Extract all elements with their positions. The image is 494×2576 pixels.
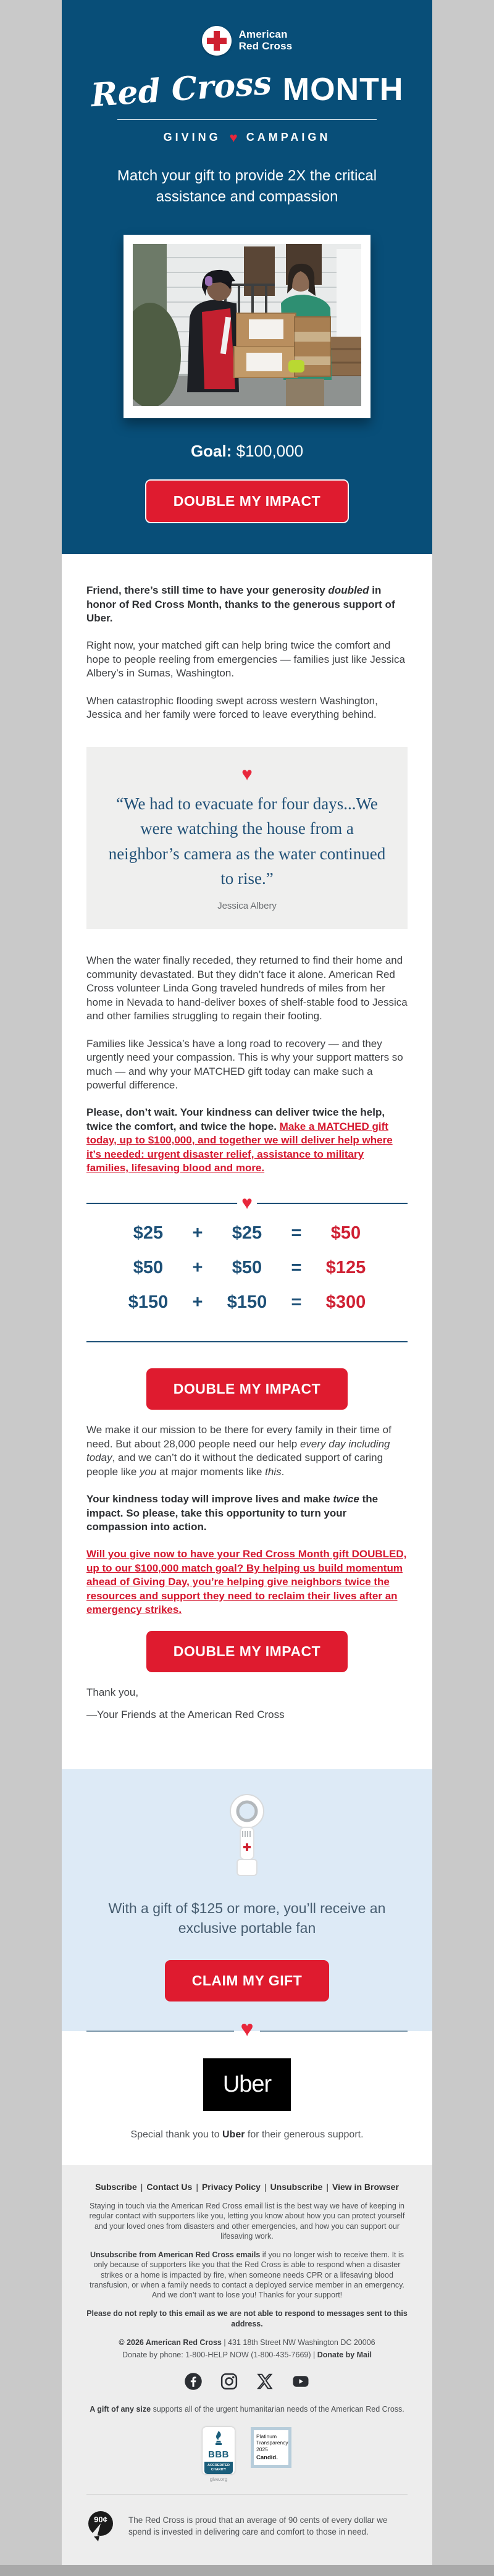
ninety-cents-text: The Red Cross is proud that an average of 90 cents of every dollar we spend is invested in delivering care and comfort to those in need. <box>128 2515 388 2537</box>
logo-wordmark <box>239 29 293 52</box>
double-my-impact-button[interactable]: DOUBLE MY IMPACT <box>146 1368 348 1410</box>
gift-offer-line1: With a gift of $125 or more, you’ll receive an <box>108 1900 386 1916</box>
no-reply-paragraph: Please do not reply to this email as we are not able to respond to messages sent to this address. <box>86 2309 408 2328</box>
header-divider <box>117 119 377 120</box>
logo-line2: Red Cross <box>238 40 293 52</box>
equals-sign: = <box>291 1292 302 1313</box>
plus-sign: + <box>192 1223 203 1243</box>
candid-line2: Transparency <box>256 2439 288 2446</box>
mission-s4: . <box>281 1465 285 1478</box>
donate-by-mail-link[interactable]: Donate by Mail <box>317 2351 372 2360</box>
header-subhead: Match your gift to provide 2X the critical assistance and compassion <box>117 167 377 206</box>
giving-campaign-line <box>62 130 432 146</box>
plus-sign: + <box>192 1257 203 1277</box>
donate-phone: Donate by phone: 1-800-HELP NOW (1-800-435-7669) | <box>122 2351 317 2360</box>
red-cross-emblem-icon <box>202 26 232 56</box>
uber-section <box>62 2015 432 2165</box>
privacy-policy-link[interactable]: Privacy Policy <box>201 2181 261 2192</box>
quote-block <box>86 747 408 930</box>
bbb-bar2: CHARITY <box>211 2468 227 2472</box>
match-amount: $25 <box>232 1223 262 1243</box>
total-amount: $300 <box>325 1292 366 1313</box>
gift-any-size-bold: A gift of any size <box>90 2405 151 2414</box>
thank-you-line: Thank you, <box>86 1686 139 1698</box>
uber-logo[interactable]: Uber <box>203 2058 291 2111</box>
kindness-b2: the impact. So please, take this opportunity to turn your compassion into action. <box>86 1493 379 1533</box>
equals-sign: = <box>291 1223 302 1243</box>
campaign-word: CAMPAIGN <box>246 131 331 143</box>
intro-paragraph <box>86 584 408 625</box>
goal-label: Goal: <box>190 442 232 461</box>
photo-volunteer-delivery <box>133 244 361 406</box>
title-month: MONTH <box>282 72 404 107</box>
unsubscribe-link[interactable]: Unsubscribe <box>270 2181 323 2192</box>
portable-fan-image <box>213 1791 281 1878</box>
heart-icon: ♥ <box>241 764 253 785</box>
signature-line: —Your Friends at the American Red Cross <box>86 1709 285 1721</box>
svg-text:90¢: 90¢ <box>94 2515 107 2525</box>
candid-brand: Candid. <box>256 2454 278 2461</box>
story-section <box>62 554 432 1769</box>
donate-line <box>86 2350 408 2360</box>
red-cross-logo <box>62 26 432 56</box>
copyright-line <box>86 2338 408 2347</box>
header-section <box>62 0 432 554</box>
gift-section <box>62 1769 432 2031</box>
instagram-icon[interactable] <box>220 2372 238 2391</box>
heart-icon: ♥ <box>229 130 238 145</box>
match-row <box>124 1256 371 1279</box>
bbb-accredited-badge <box>203 2427 235 2483</box>
intro-post: in honor of Red Cross Month, thanks to the generous support of Uber. <box>86 584 395 625</box>
candid-inner <box>254 2430 288 2465</box>
plus-sign: + <box>192 1292 203 1313</box>
mission-s3: at major moments like <box>156 1465 266 1478</box>
ninety-cents-pie-icon <box>86 2511 115 2541</box>
matched-gift-link[interactable]: Make a MATCHED gift today, up to $100,000, and together we will deliver help where it’s needed: urgent disaster relief, assistance to military families, lifesaving blood and more. <box>86 1120 393 1174</box>
uber-caption <box>86 2129 408 2140</box>
uber-cap-pre: Special thank you to <box>130 2129 222 2140</box>
view-in-browser-link[interactable]: View in Browser <box>332 2181 399 2192</box>
mission-paragraph <box>86 1423 408 1479</box>
separator: | <box>264 2181 267 2192</box>
bbb-accredited-label <box>204 2462 233 2474</box>
paragraph-receded: When the water finally receded, they returned to find their home and community devastated. But they didn’t face it alone. American Red Cross volunteer Linda Gong traveled hundreds of miles from her home in Nevada to hand-deliver boxes of shelf-stable food to Jessica and other families struggling to regain their footing. <box>86 954 408 1022</box>
total-amount: $125 <box>325 1257 366 1277</box>
gift-amount: $150 <box>128 1292 169 1313</box>
gift-any-size-rest: supports all of the urgent humanitarian needs of the American Red Cross. <box>151 2405 404 2414</box>
intro-pre: Friend, there’s still time to have your generosity <box>86 584 329 597</box>
heart-icon: ♥ <box>240 2015 254 2041</box>
ninety-cents-row <box>86 2494 408 2565</box>
mission-i2: you <box>140 1465 157 1478</box>
gift-offer-text <box>86 1898 408 1938</box>
gift-any-size-line <box>86 2404 408 2414</box>
copyright-bold: © 2026 American Red Cross <box>119 2338 222 2347</box>
campaign-title <box>62 64 432 115</box>
match-rows <box>86 1204 408 1342</box>
double-my-impact-button[interactable]: DOUBLE MY IMPACT <box>145 479 349 523</box>
bottom-strip <box>0 2565 494 2576</box>
kindness-b1: Your kindness today will improve lives and make <box>86 1493 333 1505</box>
youtube-icon[interactable] <box>291 2372 310 2391</box>
social-icons <box>86 2372 408 2391</box>
match-top-line <box>86 1192 408 1213</box>
footer-links <box>86 2181 408 2192</box>
unsubscribe-rest: if you no longer wish to receive them. It is only because of supporters like you that the Red Cross is able to respond when a disaster strikes or a home is impacted by fire, when someone needs CPR or a lifesaving blood transfusion, or when a family needs to contact a deployed service member in an emergency. And we don’t want to lose you! Thanks for your support! <box>90 2250 404 2300</box>
double-my-impact-button[interactable]: DOUBLE MY IMPACT <box>146 1631 348 1672</box>
story-photo <box>124 235 371 418</box>
plea-bold: Please, don’t wait. Your kindness can deliver twice the help, twice the comfort, and twice the hope. <box>86 1106 385 1132</box>
bbb-torch-icon <box>211 2430 226 2446</box>
give-now-link[interactable]: Will you give now to have your Red Cross Month gift DOUBLED, up to our $100,000 match goal? By helping us build momentum ahead of Giving Day, you’re helping give neighbors twice the resources and support they need to reclaim their lives after an emergency strikes. <box>86 1548 407 1616</box>
separator: | <box>326 2181 329 2192</box>
title-script: Red Cross <box>89 64 273 115</box>
paragraph-flooding: When catastrophic flooding swept across western Washington, Jessica and her family were forced to leave everything behind. <box>86 694 378 721</box>
mission-s1: We make it our mission to be there for every family in their time of need. But about 28,000 people need our help <box>86 1424 391 1450</box>
total-amount: $50 <box>330 1223 361 1243</box>
mission-s2: , and we can’t do it without the dedicated support of caring people like <box>86 1452 383 1478</box>
separator: | <box>140 2181 143 2192</box>
match-amount: $50 <box>232 1257 262 1277</box>
x-twitter-icon[interactable] <box>256 2372 274 2391</box>
copyright-address: | 431 18th Street NW Washington DC 20006 <box>221 2338 375 2347</box>
logo-line1: American <box>238 28 288 41</box>
charity-badges <box>86 2427 408 2483</box>
match-row <box>124 1221 371 1245</box>
email-body <box>62 0 432 2565</box>
subscribe-link[interactable]: Subscribe <box>95 2181 137 2192</box>
bbb-card <box>203 2427 235 2475</box>
mission-i3: this <box>265 1465 282 1478</box>
paragraph-right-now: Right now, your matched gift can help bring twice the comfort and hope to people reeling from emergencies — families just like Jessica Albery’s in Sumas, Washington. <box>86 639 405 680</box>
gift-amount: $25 <box>133 1223 164 1243</box>
match-bottom-line <box>86 1341 408 1342</box>
candid-platinum-badge <box>251 2427 291 2468</box>
quote-attribution: Jessica Albery <box>217 900 277 911</box>
match-table <box>86 1192 408 1343</box>
candid-line3: 2025 <box>256 2446 268 2452</box>
contact-us-link[interactable]: Contact Us <box>146 2181 193 2192</box>
paragraph-families: Families like Jessica’s have a long road to recovery — and they urgently need your compassion. This is why your support matters so much — and why your MATCHED gift today can make such a powerful difference. <box>86 1037 403 1091</box>
match-row <box>124 1290 371 1314</box>
separator: | <box>196 2181 198 2192</box>
facebook-icon[interactable] <box>184 2372 203 2391</box>
claim-my-gift-button[interactable]: CLAIM MY GIFT <box>165 1960 330 2001</box>
uber-cap-bold: Uber <box>222 2129 245 2140</box>
giving-word: GIVING <box>163 131 221 143</box>
footer-section <box>62 2165 432 2565</box>
mission-i1: every day including today <box>86 1437 390 1464</box>
staying-in-touch-paragraph: Staying in touch via the American Red Cross email list is the best way we have of keeping in regular contact with supporters like you, letting you know about how you can protect yourself and your loved ones from disasters and other emergencies, and how you can support our lifesaving work. <box>89 2202 405 2241</box>
heart-icon: ♥ <box>237 1194 257 1213</box>
cta-wrap <box>86 1631 408 1672</box>
unsubscribe-paragraph <box>86 2250 408 2300</box>
give-org-label: give.org <box>209 2477 228 2483</box>
kindness-paragraph <box>86 1492 408 1534</box>
match-amount: $150 <box>227 1292 267 1313</box>
plea-paragraph <box>86 1106 408 1175</box>
bbb-wordmark: BBB <box>208 2449 229 2460</box>
quote-text: “We had to evacuate for four days...We were watching the house from a neighbor’s camera as the water continued to rise.” <box>108 794 386 888</box>
candid-text <box>256 2433 286 2453</box>
bbb-bar1: ACCREDITED <box>207 2464 230 2468</box>
goal-line <box>62 442 432 461</box>
intro-doubled: doubled <box>328 584 369 597</box>
cta-wrap <box>86 1368 408 1410</box>
goal-amount: $100,000 <box>232 442 304 461</box>
uber-cap-post: for their generous support. <box>245 2129 364 2140</box>
ask-paragraph <box>86 1547 408 1617</box>
kindness-twice: twice <box>333 1493 359 1505</box>
unsubscribe-bold: Unsubscribe from American Red Cross emails <box>90 2250 261 2260</box>
candid-line1: Platinum <box>256 2433 277 2439</box>
equals-sign: = <box>291 1257 302 1277</box>
gift-amount: $50 <box>133 1257 164 1277</box>
gift-offer-line2: exclusive portable fan <box>178 1919 316 1936</box>
